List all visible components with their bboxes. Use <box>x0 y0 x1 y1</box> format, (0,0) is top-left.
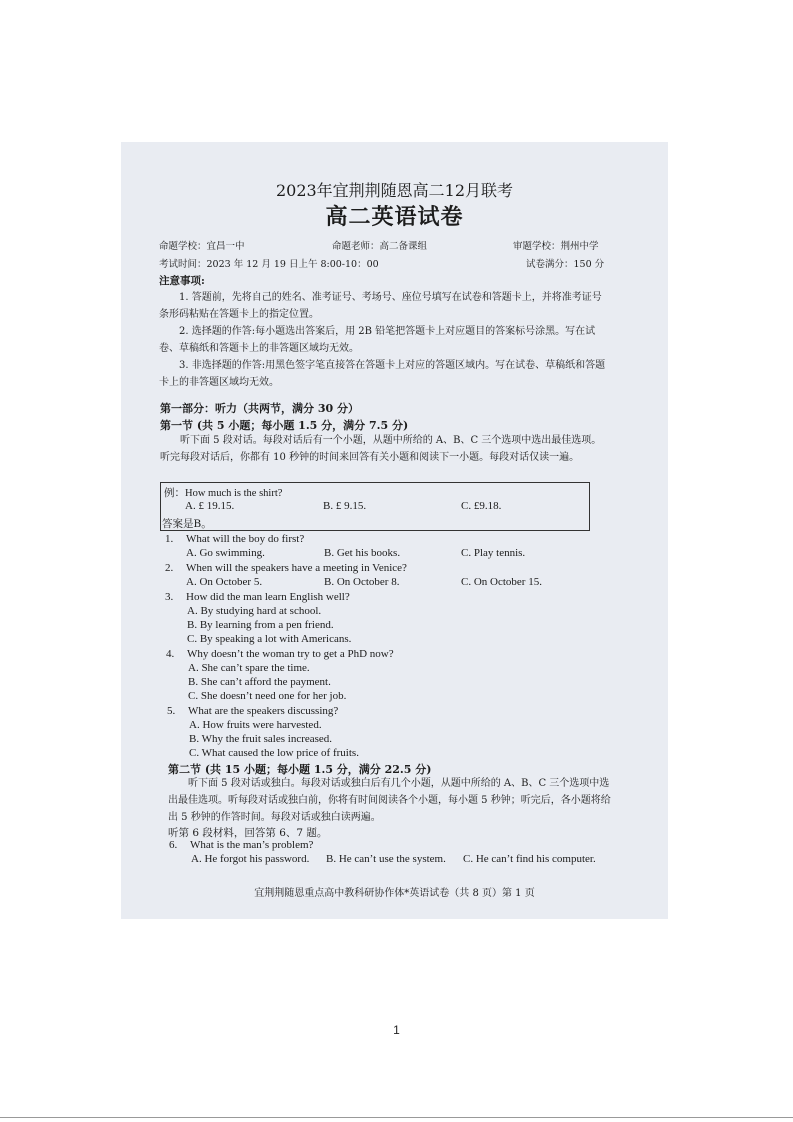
question-number: 1. <box>165 533 174 545</box>
school-label: 命题学校：宜昌一中 <box>159 241 245 252</box>
question-option: A. By studying hard at school. <box>187 605 322 617</box>
example-option-c: C. £9.18. <box>461 500 502 512</box>
question-text: When will the speakers have a meeting in Venice? <box>186 562 407 574</box>
example-question: 例：How much is the shirt? <box>164 488 283 499</box>
section2-instructions: 听下面 5 段对话或独白。每段对话或独白后有几个小题，从题中所给的 A、B、C 三个选项中选出最佳选项。听每段对话或独白前，你将有时间阅读各个小题，每小题 5 秒钟；听完后，各小题将给出 5 秒钟的作答时间。每段对话或独白读两遍。 <box>168 778 611 823</box>
question-option: C. Play tennis. <box>461 547 526 559</box>
notice-item-1: 1. 答题前，先将自己的姓名、准考证号、考场号、座位号填写在试卷和答题卡上，并将准考证号条形码粘贴在答题卡上的指定位置。 <box>159 292 602 320</box>
question-option: C. He can’t find his computer. <box>463 853 596 865</box>
scanned-exam-page <box>121 142 668 919</box>
notice-heading: 注意事项: <box>159 275 205 287</box>
question-option: B. Why the fruit sales increased. <box>189 733 333 745</box>
section2-heading: 第二节 (共 15 小题；每小题 1.5 分，满分 22.5 分) <box>168 763 432 776</box>
question-number: 2. <box>165 562 174 574</box>
notice-item-2: 2. 选择题的作答:每小题选出答案后，用 2B 铅笔把答题卡上对应题目的答案标号涂黑。写在试卷、草稿纸和答题卡上的非答题区域均无效。 <box>159 326 596 354</box>
example-option-a: A. £ 19.15. <box>185 500 235 512</box>
teacher-label: 命题老师：高二备课组 <box>332 241 428 252</box>
section1-heading: 第一节 (共 5 小题；每小题 1.5 分，满分 7.5 分) <box>160 419 409 432</box>
question-option: B. He can’t use the system. <box>326 853 446 865</box>
question-option: B. On October 8. <box>324 576 400 588</box>
material-note: 听第 6 段材料，回答第 6、7 题。 <box>168 827 328 839</box>
example-option-b: B. £ 9.15. <box>323 500 367 512</box>
question-option: B. Get his books. <box>324 547 401 559</box>
question-number: 4. <box>166 648 175 660</box>
example-box <box>160 482 590 531</box>
question-number: 5. <box>167 705 176 717</box>
exam-subtitle: 高二英语试卷 <box>325 204 464 230</box>
question-option: C. By speaking a lot with Americans. <box>187 633 352 645</box>
question-option: A. Go swimming. <box>186 547 265 559</box>
question-text: What is the man’s problem? <box>190 839 314 851</box>
exam-title: 2023年宜荆荆随恩高二12月联考 <box>275 181 514 200</box>
question-option: A. She can’t spare the time. <box>188 662 310 674</box>
question-option: C. She doesn’t need one for her job. <box>188 690 347 702</box>
question-text: How did the man learn English well? <box>186 591 350 603</box>
question-number: 6. <box>169 839 178 851</box>
question-text: What will the boy do first? <box>186 533 305 545</box>
section1-instructions: 听下面 5 段对话。每段对话后有一个小题，从题中所给的 A、B、C 三个选项中选出最佳选项。听完每段对话后，你都有 10 秒钟的时间来回答有关小题和阅读下一小题。每段对话仅读一遍。 <box>160 435 602 463</box>
review-label: 审题学校：荆州中学 <box>513 241 599 252</box>
question-option: A. On October 5. <box>186 576 263 588</box>
question-option: C. What caused the low price of fruits. <box>189 747 359 759</box>
question-option: A. He forgot his password. <box>191 853 310 865</box>
score-label: 试卷满分：150 分 <box>526 259 605 270</box>
example-answer: 答案是B。 <box>162 518 212 530</box>
question-option: C. On October 15. <box>461 576 542 588</box>
question-option: B. By learning from a pen friend. <box>187 619 334 631</box>
question-text: Why doesn’t the woman try to get a PhD now? <box>187 648 394 660</box>
page-number: 1 <box>393 1023 400 1037</box>
question-text: What are the speakers discussing? <box>188 705 339 717</box>
part1-heading: 第一部分：听力（共两节，满分 30 分） <box>160 402 359 415</box>
question-option: A. How fruits were harvested. <box>189 719 322 731</box>
question-option: B. She can’t afford the payment. <box>188 676 331 688</box>
time-label: 考试时间：2023 年 12 月 19 日上午 8:00-10：00 <box>159 259 379 270</box>
question-number: 3. <box>165 591 174 603</box>
bottom-rule <box>0 1117 793 1118</box>
notice-item-3: 3. 非选择题的作答:用黑色签字笔直接答在答题卡上对应的答题区域内。写在试卷、草稿纸和答题卡上的非答题区域均无效。 <box>159 360 606 388</box>
scan-footer: 宜荆荆随恩重点高中教科研协作体*英语试卷（共 8 页）第 1 页 <box>254 888 535 899</box>
